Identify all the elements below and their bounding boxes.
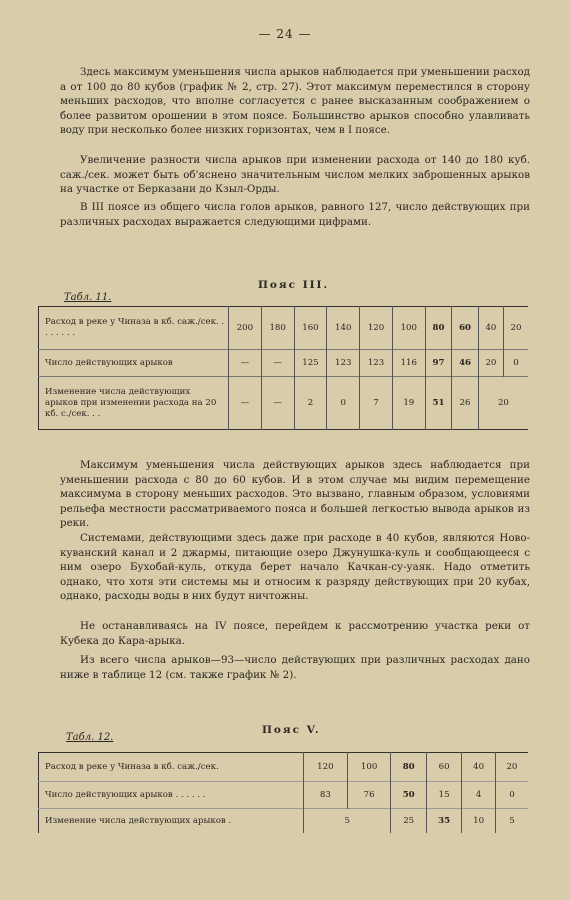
table-row-label: Изменение числа действующих арыков при изменении расхода на 20 кб. с./сек. . .	[39, 377, 229, 430]
table-cell: 200	[229, 307, 262, 350]
table-cell: 123	[360, 350, 393, 377]
table-cell: 60	[426, 753, 461, 782]
table-cell: 0	[495, 782, 528, 809]
table-cell: 26	[452, 377, 479, 430]
paragraph-5: Системами, действующими здесь даже при расходе в 40 кубов, являются Ново-куванский канал и 2 джармы, питающие озеро Джунушка-куль и сообщающееся с ним озеро Бухобай-куль, откуда берет начало Качкан-су-уаяк. Надо отметить однако, что хотя эти системы мы и относим к разряду действующих при 20 кубах, однако, расходы воды в них будут ничтожны.	[60, 532, 530, 603]
table-row-label: Расход в реке у Чиназа в кб. саж./сек.	[45, 761, 219, 772]
table-row	[39, 809, 529, 834]
table-cell: 180	[261, 307, 294, 350]
table-cell: 20	[478, 350, 503, 377]
table-cell: 120	[304, 753, 348, 782]
table-cell: 120	[360, 307, 393, 350]
paragraph-4: Максимум уменьшения числа действующих арыков здесь наблюдается при уменьшении расхода с 80 до 60 кубов. И в этом случае мы видим перемещение максимума в сторону меньших расходов. Это вызвано, главным образом, условиями рельефа местности рассматриваемого пояса и большей легкостью вывода арыков из реки.	[60, 459, 530, 530]
table-row	[39, 350, 529, 377]
table-cell: 25	[391, 809, 426, 834]
paragraph-1: Здесь максимум уменьшения числа арыков наблюдается при уменьшении расход а от 100 до 80 кубов (график № 2, стр. 27). Этот максимум переместился в сторону меньших расходов, что вполне согласуется с ранее высказанным соображением о более развитом орошении в этом поясе. Большинство арыков способно улавливать воду при несколько более низких горизонтах, чем в I поясе.	[60, 66, 530, 137]
table-cell: 80	[391, 753, 426, 782]
table-cell: —	[229, 377, 262, 430]
table-cell: 123	[327, 350, 360, 377]
paragraph-6: Не останавливаясь на IV поясе, перейдем к рассмотрению участка реки от Кубека до Кара-арыка.	[60, 620, 530, 647]
table-cell: 100	[392, 307, 425, 350]
table-row-label: Число действующих арыков . . . . . .	[39, 782, 304, 809]
table-cell: 80	[425, 307, 452, 350]
table-cell: 7	[360, 377, 393, 430]
table-cell: 100	[347, 753, 391, 782]
table-cell: 51	[425, 377, 452, 430]
table12-caption: Табл. 12.	[66, 732, 114, 743]
table-cell: 10	[462, 809, 496, 834]
table-cell: 5	[304, 809, 391, 834]
table-cell: 125	[294, 350, 327, 377]
paragraph-7: Из всего числа арыков—93—число действующих при различных расходах дано ниже в таблице 12 (см. также график № 2).	[60, 654, 530, 681]
table-row	[39, 753, 529, 782]
table-row	[39, 307, 529, 350]
table-cell: 20	[495, 753, 528, 782]
table11-zone-title: Пояс III.	[258, 279, 330, 291]
table-cell: —	[261, 377, 294, 430]
table-cell: 2	[294, 377, 327, 430]
table-cell: 40	[478, 307, 503, 350]
paragraph-3: В III поясе из общего числа голов арыков, равного 127, число действующих при различных расходах выражается следующими цифрами.	[60, 201, 530, 228]
table-cell: —	[229, 350, 262, 377]
paragraph-2: Увеличение разности числа арыков при изменении расхода от 140 до 180 куб. саж./сек. может быть об'яснено значительным числом мелких заброшенных арыков на участке от Берказани до Кзыл-Орды.	[60, 154, 530, 196]
table-cell: 15	[426, 782, 461, 809]
table-row	[39, 377, 529, 430]
table-cell: 116	[392, 350, 425, 377]
table-12	[38, 752, 528, 833]
table-row-label: Изменение числа действующих арыков .	[39, 809, 304, 834]
table-row-label: Расход в реке у Чиназа в кб. саж./сек. . . . . . . .	[45, 317, 225, 338]
table-cell: 60	[452, 307, 479, 350]
table12-zone-title: Пояс V.	[262, 724, 321, 736]
table-cell: 46	[452, 350, 479, 377]
table-11	[38, 306, 528, 430]
table-cell: 97	[425, 350, 452, 377]
table-row-label: Число действующих арыков	[39, 350, 229, 377]
table-cell: 0	[503, 350, 528, 377]
table-cell: 50	[391, 782, 426, 809]
table-row	[39, 782, 529, 809]
table-cell: 5	[495, 809, 528, 834]
table-cell: 140	[327, 307, 360, 350]
table-cell: 19	[392, 377, 425, 430]
table11-caption: Табл. 11.	[64, 292, 112, 303]
table-cell: 160	[294, 307, 327, 350]
table-cell: 0	[327, 377, 360, 430]
table-cell: 83	[304, 782, 348, 809]
table-cell: 76	[347, 782, 391, 809]
table-cell: 20	[503, 307, 528, 350]
table-cell: 20	[478, 377, 528, 430]
table-cell: 4	[462, 782, 496, 809]
table-cell: 40	[462, 753, 496, 782]
table-cell: 35	[426, 809, 461, 834]
table-cell: —	[261, 350, 294, 377]
page-number: — 24 —	[258, 27, 312, 41]
